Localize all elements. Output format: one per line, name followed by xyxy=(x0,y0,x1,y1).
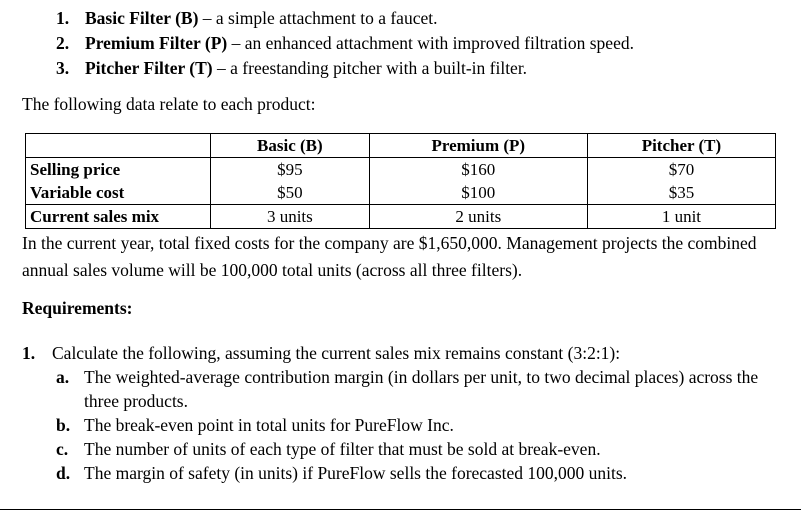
sub-requirement xyxy=(22,365,792,413)
sub-letter: d. xyxy=(56,463,71,483)
sub-letter: c. xyxy=(56,439,69,459)
table-header-blank xyxy=(26,134,211,158)
table-header-pitcher: Pitcher (T) xyxy=(587,134,775,158)
table-intro: The following data relate to each product: xyxy=(22,94,316,114)
sub-text: The margin of safety (in units) if PureFlow sells the forecasted 100,000 units. xyxy=(84,463,628,483)
table-cell: 2 units xyxy=(369,205,587,229)
table-cell: 3 units xyxy=(211,205,370,229)
sub-requirement-list xyxy=(22,365,792,485)
table-cell: $95 xyxy=(211,158,370,182)
requirements-heading: Requirements: xyxy=(22,298,133,318)
table-cell: $70 xyxy=(587,158,775,182)
page-bottom-border xyxy=(0,509,801,510)
table-row xyxy=(26,158,776,182)
product-name: Premium Filter (P) xyxy=(85,33,228,53)
scenario-paragraph: In the current year, total fixed costs for the company are $1,650,000. Management projects the combined annual sales volume will be 100,000 total units (across all three filters). xyxy=(22,233,757,280)
table-row xyxy=(26,181,776,205)
product-item xyxy=(56,6,634,31)
product-item xyxy=(56,31,634,56)
product-description: – a simple attachment to a faucet. xyxy=(198,8,438,28)
sub-letter: a. xyxy=(56,367,70,387)
product-list xyxy=(56,6,634,81)
product-data-table xyxy=(25,133,776,229)
row-label: Selling price xyxy=(26,158,211,182)
requirement-number: 1. xyxy=(22,343,36,363)
row-label: Current sales mix xyxy=(26,205,211,229)
sub-text: The break-even point in total units for PureFlow Inc. xyxy=(84,415,454,435)
sub-letter: b. xyxy=(56,415,71,435)
table-cell: 1 unit xyxy=(587,205,775,229)
sub-text: The number of units of each type of filter that must be sold at break-even. xyxy=(84,439,601,459)
sub-text: The weighted-average contribution margin (in dollars per unit, to two decimal places) across the three products. xyxy=(84,367,759,411)
requirement-item xyxy=(22,341,792,485)
list-number: 3. xyxy=(56,58,70,78)
sub-requirement xyxy=(22,413,792,437)
product-description: – a freestanding pitcher with a built-in filter. xyxy=(212,58,528,78)
table-cell: $35 xyxy=(587,181,775,205)
table-header-row xyxy=(26,134,776,158)
table-header-premium: Premium (P) xyxy=(369,134,587,158)
table-header-basic: Basic (B) xyxy=(211,134,370,158)
list-number: 2. xyxy=(56,33,70,53)
list-number: 1. xyxy=(56,8,70,28)
table-row xyxy=(26,205,776,229)
sub-requirement xyxy=(22,437,792,461)
sub-requirement xyxy=(22,461,792,485)
product-description: – an enhanced attachment with improved filtration speed. xyxy=(227,33,634,53)
requirement-text: Calculate the following, assuming the current sales mix remains constant (3:2:1): xyxy=(52,343,621,363)
product-name: Basic Filter (B) xyxy=(85,8,199,28)
table-cell: $50 xyxy=(211,181,370,205)
row-label: Variable cost xyxy=(26,181,211,205)
requirement-text-line xyxy=(22,341,792,365)
table-cell: $160 xyxy=(369,158,587,182)
table-cell: $100 xyxy=(369,181,587,205)
product-item xyxy=(56,56,634,81)
product-name: Pitcher Filter (T) xyxy=(85,58,213,78)
